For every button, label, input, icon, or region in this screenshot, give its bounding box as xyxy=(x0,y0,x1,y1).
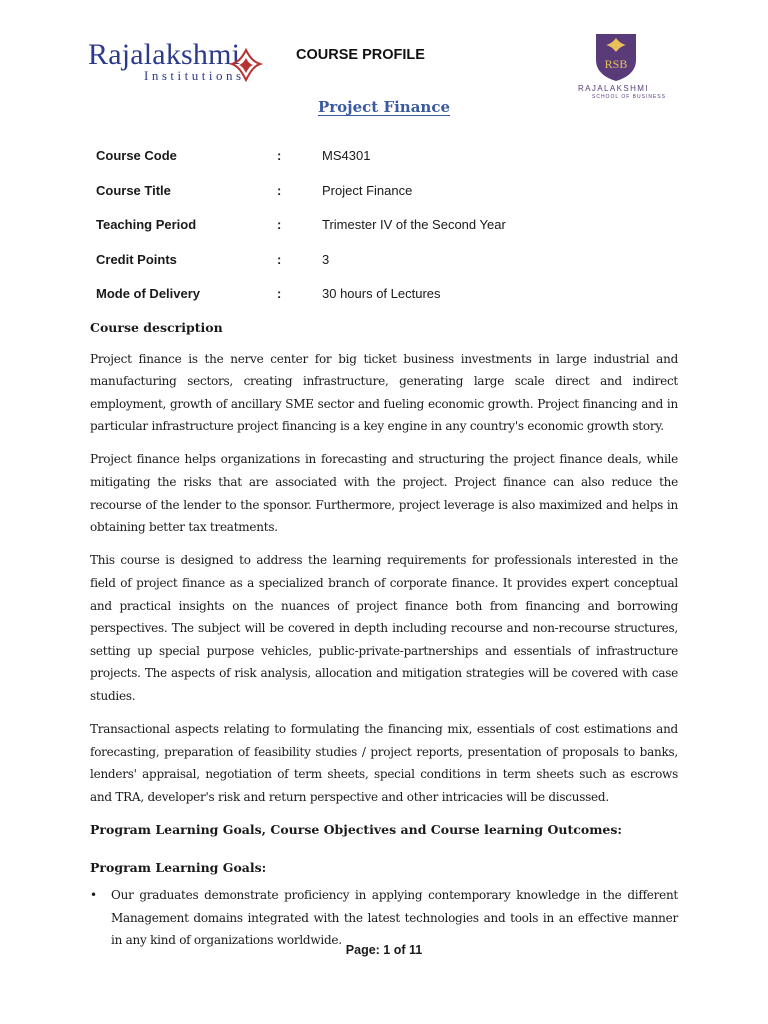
info-value: MS4301 xyxy=(322,148,371,163)
rsb-shield-icon xyxy=(592,30,640,82)
rsb-logo xyxy=(572,30,666,100)
description-paragraph: Transactional aspects relating to formulating the financing mix, essentials of cost estimations and forecasting, preparation of feasibility studies / project reports, presentation of proposals to banks, lenders' appraisal, negotiation of term sheets, special conditions in term sheets such as escrows and TRA, developer's risk and return perspective and other intricacies will be discussed. xyxy=(90,722,678,804)
logo-brand-text: Rajalakshmi xyxy=(88,38,241,71)
info-row xyxy=(96,183,696,218)
document-title-text: Project Finance xyxy=(318,98,450,116)
document-body xyxy=(90,317,678,952)
course-profile-heading: COURSE PROFILE xyxy=(296,47,425,63)
info-separator: : xyxy=(277,148,282,163)
info-separator: : xyxy=(277,286,282,302)
info-value: Trimester IV of the Second Year xyxy=(322,217,506,233)
program-goals-list xyxy=(90,884,678,952)
info-value: Project Finance xyxy=(322,182,413,198)
info-separator: : xyxy=(277,182,282,198)
info-separator: : xyxy=(277,217,282,233)
rajalakshmi-institutions-logo xyxy=(88,38,268,88)
rsb-initials: RSB xyxy=(604,57,628,71)
program-goals-subheading: Program Learning Goals: xyxy=(90,860,267,876)
info-row xyxy=(96,148,696,183)
info-label: Mode of Delivery xyxy=(96,286,201,302)
info-label: Course Code xyxy=(96,148,177,163)
info-label: Teaching Period xyxy=(96,217,197,233)
description-paragraph: Project finance helps organizations in forecasting and structuring the project finance deals, while mitigating the risks that are associated with the project. Project finance can also reduce the recourse of the lender to the sponsor. Furthermore, project leverage is also maximized and helps in obtaining better tax treatments. xyxy=(90,452,678,535)
info-row xyxy=(96,217,696,252)
info-label: Credit Points xyxy=(96,251,177,267)
rsb-sub-text: SCHOOL OF BUSINESS xyxy=(592,94,666,100)
goals-section-heading: Program Learning Goals, Course Objectives and Course learning Outcomes: xyxy=(90,821,623,837)
info-label: Course Title xyxy=(96,182,171,198)
description-paragraph: Project finance is the nerve center for big ticket business investments in large industrial and manufacturing sectors, creating infrastructure, generating large scale direct and indirect employment, growth of ancillary SME sector and fueling economic growth. Project financing and in particular infrastructure project financing is a key engine in any country's economic growth story. xyxy=(90,351,678,434)
course-info-table xyxy=(96,148,696,321)
page-number: Page: 1 of 11 xyxy=(345,943,423,957)
rsb-name-text: RAJALAKSHMI xyxy=(578,84,649,93)
course-description-heading: Course description xyxy=(90,320,223,335)
info-separator: : xyxy=(277,251,282,267)
bullet-icon: • xyxy=(90,888,97,903)
goal-text: Our graduates demonstrate proficiency in applying contemporary knowledge in the different Management domains integrated with the latest technologies and tools in an effective manner in any kind of organizations worldwide. xyxy=(111,888,678,948)
document-title xyxy=(0,98,768,116)
info-value: 3 xyxy=(322,251,330,267)
logo-sub-text: Institutions xyxy=(144,68,245,83)
description-paragraph: This course is designed to address the learning requirements for professionals interested in the field of project finance as a specialized branch of corporate finance. It provides expert conceptual and practical insights on the nuances of project finance both from financing and borrowing perspectives. The subject will be covered in depth including recourse and non-recourse structures, setting up special purpose vehicles, public-private-partnerships and essentials of infrastructure projects. The aspects of risk analysis, allocation and mitigation strategies will be covered with case studies. xyxy=(90,553,678,703)
info-row xyxy=(96,252,696,287)
lamp-icon xyxy=(228,48,264,82)
info-value: 30 hours of Lectures xyxy=(322,286,441,302)
info-row xyxy=(96,286,696,321)
list-item xyxy=(90,884,678,952)
